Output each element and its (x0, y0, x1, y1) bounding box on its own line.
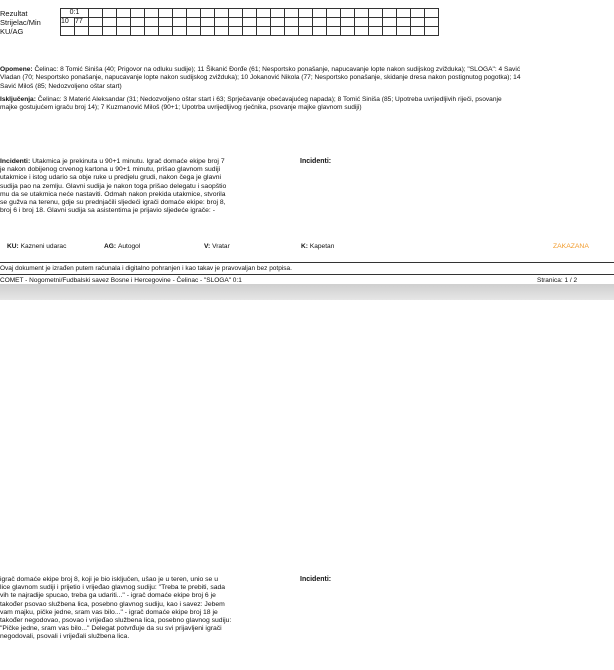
score-cell (397, 27, 411, 36)
score-cell (383, 27, 397, 36)
score-cell (299, 27, 313, 36)
score-cell (369, 9, 383, 18)
score-cell (425, 18, 439, 27)
warnings-label: Opomene: (0, 66, 33, 73)
score-cell (341, 27, 355, 36)
score-cell (327, 9, 341, 18)
sendoffs-label: Isključenja: (0, 96, 36, 103)
score-cell (159, 18, 173, 27)
score-cell (383, 18, 397, 27)
incidents-continued (0, 576, 292, 642)
score-cell (271, 27, 285, 36)
score-cell (173, 27, 187, 36)
warnings-line-1: Čelinac: 8 Tomić Siniša (40; Prigovor na odluku sudije); 11 Šikanić Đorđe (61; Nesportsko ponašanje, napucavanje lopte nakon sudijskog zvižduka); "SLOGA": 4 Savić (32, 66, 521, 73)
score-cell (425, 9, 439, 18)
score-cell (159, 27, 173, 36)
incidents-left-line: sudija pao na zemlju. Glavni sudija je nakon toga prišao delegatu i saopštio (0, 182, 227, 190)
incidents-continued-line: vih te najradije spucao, treba ga udariti..." - igrač domaće ekipe broj 6 je (0, 592, 216, 600)
score-cell (397, 9, 411, 18)
score-cell (271, 18, 285, 27)
incidents-right-label-page-2: Incidenti: (300, 576, 332, 583)
score-cell (299, 9, 313, 18)
score-cell (257, 27, 271, 36)
legend-k: K: Kapetan (301, 243, 335, 250)
score-cell (145, 18, 159, 27)
page-number: Stranica: 1 / 2 (537, 277, 578, 284)
score-table (60, 8, 439, 36)
score-cell (145, 9, 159, 18)
score-cell (187, 18, 201, 27)
incidents-continued-line: igrač domaće ekipe broj 8, koji je bio isključen, ušao je u teren, unio se u (0, 576, 219, 583)
match-status: ZAKAZANA (553, 243, 589, 250)
incidents-left-line: je nakon dobijenog crvenog kartona u 90+1 minutu, prišao glavnom sudiji (0, 166, 221, 174)
sendoffs-line-2: majke gostujućem igraču broj 14); 7 Kuzmanović Miloš (90+1; Upotrba uvrijedljivog rječnika, psovanje majke glavnom sudiji) (0, 104, 362, 112)
report-page-1 (0, 0, 614, 284)
score-cell (131, 27, 145, 36)
warnings-line-3: Savić Miloš (85; Nedozvoljeno oštar start) (0, 82, 122, 90)
score-cell (383, 9, 397, 18)
footer-note: Ovaj dokument je izrađen putem računala i digitalno pohranjen i kao takav je pravovaljan bez potpisa. (0, 265, 292, 272)
score-cell (313, 18, 327, 27)
score-cell (173, 9, 187, 18)
score-table-row (61, 9, 439, 18)
score-cell-scorer-number: 10 (61, 18, 75, 27)
score-cell (369, 27, 383, 36)
incidents-continued-line: "Pičke jedne, sram vas bilo..." Delegat potvrđuje da su svi prijavljeni igrači (0, 625, 222, 633)
score-cell (243, 18, 257, 27)
score-cell (117, 27, 131, 36)
score-cell (397, 18, 411, 27)
score-cell (341, 18, 355, 27)
score-cell (355, 27, 369, 36)
score-cell (243, 9, 257, 18)
score-cell (285, 9, 299, 18)
incidents-left (0, 158, 290, 215)
legend-ag: AG: Autogol (104, 243, 141, 250)
score-cell (229, 27, 243, 36)
score-cell (341, 9, 355, 18)
score-cell (271, 9, 285, 18)
score-cell (215, 18, 229, 27)
score-cell (215, 9, 229, 18)
score-cell-result: 0:1 (61, 9, 89, 18)
score-cell (355, 18, 369, 27)
score-cell (145, 27, 159, 36)
score-table-row (61, 18, 439, 27)
score-cell (299, 18, 313, 27)
row-label-ku-ag: KU/AG (0, 27, 24, 36)
legend-ku: KU: Kazneni udarac (7, 243, 67, 250)
score-cell (61, 27, 75, 36)
incidents-continued-line: također negodovao, psovao i vrijeđao službena lica, posebno glavnog sudiju: (0, 617, 232, 625)
incidents-left-line-1: Utakmica je prekinuta u 90+1 minutu. Igrač domaće ekipe broj 7 (30, 158, 225, 165)
score-cell (103, 18, 117, 27)
incidents-left-line: se gužva na terenu, gdje su prednjačili sljedeći igrači domaće ekipe: broj 8, (0, 199, 226, 207)
score-cell (103, 9, 117, 18)
score-cell (313, 9, 327, 18)
score-cell (285, 18, 299, 27)
score-cell (201, 27, 215, 36)
score-cell (201, 9, 215, 18)
score-cell (215, 27, 229, 36)
score-cell (313, 27, 327, 36)
score-cell (355, 9, 369, 18)
score-cell (285, 27, 299, 36)
footer-divider-2 (0, 274, 614, 275)
score-cell (229, 18, 243, 27)
score-cell (411, 18, 425, 27)
score-cell (89, 18, 103, 27)
incidents-continued-line: također psovao službena lica, posebno glavnog sudiju, kao i savez: Jebem (0, 600, 225, 608)
score-cell (187, 27, 201, 36)
warnings-line-2: Vladan (70; Nesportsko ponašanje, napucavanje lopte nakon sudijskog zvižduka); 10 Jokanović Nikola (77; Nesportsko ponašanje, skidanje dresa nakon postignutog pogotka); 14 (0, 74, 521, 82)
score-table-row (61, 27, 439, 36)
score-cell (411, 27, 425, 36)
incidents-left-label: Incidenti: (0, 158, 31, 165)
score-cell (159, 9, 173, 18)
score-cell (369, 18, 383, 27)
incidents-left-line: mu da se utakmica neće nastaviti. Odmah nakon prekida utakmice, stvorila (0, 190, 226, 198)
sendoffs-section (0, 96, 614, 113)
score-cell (425, 27, 439, 36)
sendoffs-line-1: Čelinac: 3 Materić Aleksandar (31; Nedozvoljeno oštar start i 63; Sprječavanje obećavajućeg napada); 8 Tomić Siniša (85; Upotreba uvrijedljivih riječi, psovanje (35, 96, 502, 103)
incidents-continued-line: negodovali, psovali i vrijeđali službena lica. (0, 633, 130, 641)
incidents-left-line: broj 6 i broj 18. Glavni sudija sa asistentima je prijavio sljedeće igrače: - (0, 207, 215, 215)
footer-system: COMET - Nogometni/Fudbalski savez Bosne i Hercegovine - Čelinac - "SLOGA" 0:1 (0, 277, 242, 284)
score-cell (131, 9, 145, 18)
score-cell (243, 27, 257, 36)
incidents-left-line: utakmice i istog udario sa obje ruke u predjelu grudi, nakon čega je glavni (0, 174, 222, 182)
score-cell (201, 18, 215, 27)
score-cell (257, 9, 271, 18)
incidents-continued-line: lice glavnom sudiji i prijetio i vrijeđao glavnog sudiju: "Treba te prebiti, sada (0, 584, 226, 592)
score-cell (89, 27, 103, 36)
score-cell (75, 27, 89, 36)
score-cell (327, 18, 341, 27)
report-page-2 (0, 300, 614, 670)
score-cell (173, 18, 187, 27)
score-cell (187, 9, 201, 18)
score-cell (103, 27, 117, 36)
legend-v: V: Vratar (204, 243, 230, 250)
score-cell (257, 18, 271, 27)
score-cell (411, 9, 425, 18)
score-cell (89, 9, 103, 18)
score-cell (117, 18, 131, 27)
incidents-right-label: Incidenti: (300, 158, 332, 165)
score-cell (117, 9, 131, 18)
row-label-rezultat: Rezultat (0, 9, 28, 18)
score-cell (229, 9, 243, 18)
incidents-continued-line: vam majku, pičke jedne, sram vas bilo..." - igrač domaće ekipe broj 18 je (0, 608, 218, 616)
footer-divider (0, 262, 614, 263)
score-cell-scorer-minute: 77 (75, 18, 89, 27)
score-cell (327, 27, 341, 36)
page-separator (0, 284, 614, 300)
score-cell (131, 18, 145, 27)
warnings-section (0, 66, 614, 91)
row-label-strijelac: Strijelac/Min (0, 18, 41, 27)
